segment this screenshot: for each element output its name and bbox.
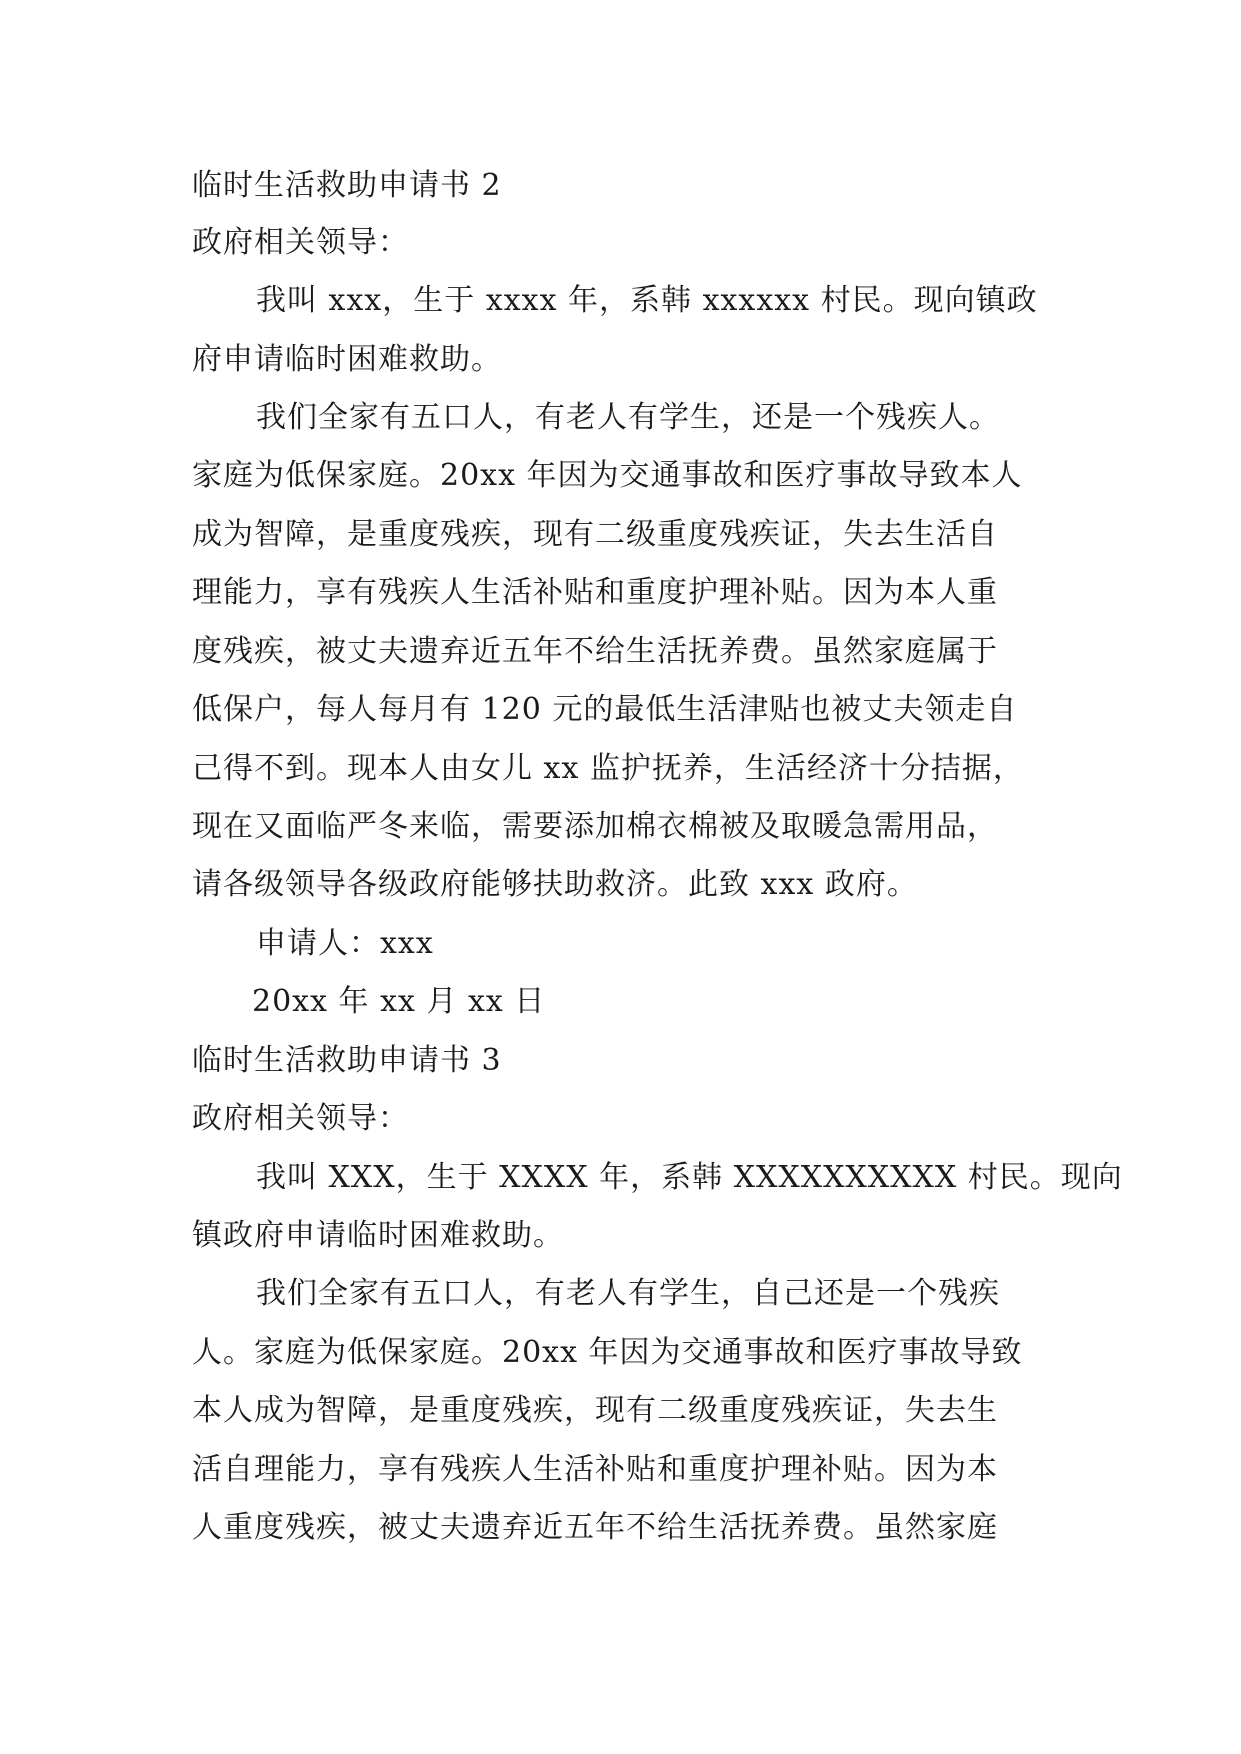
salutation: 政府相关领导： xyxy=(192,225,409,260)
paragraph-line: 请各级领导各级政府能够扶助救济。此致 xxx 政府。 xyxy=(192,867,918,902)
paragraph-line: 本人成为智障，是重度残疾，现有二级重度残疾证，失去生 xyxy=(192,1393,998,1428)
paragraph-line: 我叫 xxx，生于 xxxx 年，系韩 xxxxxx 村民。现向镇政 xyxy=(256,283,1038,318)
date-line: 20xx 年 xx 月 xx 日 xyxy=(252,984,546,1019)
paragraph-line: 理能力，享有残疾人生活补贴和重度护理补贴。因为本人重 xyxy=(192,575,998,610)
section-title: 临时生活救助申请书 2 xyxy=(192,168,502,203)
paragraph-line: 我们全家有五口人，有老人有学生，还是一个残疾人。 xyxy=(256,400,1000,435)
paragraph-line: 人。家庭为低保家庭。20xx 年因为交通事故和医疗事故导致 xyxy=(192,1335,1023,1370)
paragraph-line: 低保户，每人每月有 120 元的最低生活津贴也被丈夫领走自 xyxy=(192,692,1018,727)
paragraph-line: 度残疾，被丈夫遗弃近五年不给生活抚养费。虽然家庭属于 xyxy=(192,634,998,669)
paragraph-line: 家庭为低保家庭。20xx 年因为交通事故和医疗事故导致本人 xyxy=(192,458,1023,493)
paragraph-line: 府申请临时困难救助。 xyxy=(192,342,502,377)
paragraph-line: 人重度残疾，被丈夫遗弃近五年不给生活抚养费。虽然家庭 xyxy=(192,1510,998,1545)
applicant-line: 申请人：xxx xyxy=(256,926,434,961)
paragraph-line: 成为智障，是重度残疾，现有二级重度残疾证，失去生活自 xyxy=(192,517,998,552)
salutation: 政府相关领导： xyxy=(192,1101,409,1136)
paragraph-line: 镇政府申请临时困难救助。 xyxy=(192,1218,564,1253)
section-title: 临时生活救助申请书 3 xyxy=(192,1043,502,1078)
paragraph-line: 我叫 XXX，生于 XXXX 年，系韩 XXXXXXXXXX 村民。现向 xyxy=(256,1160,1123,1195)
paragraph-line: 活自理能力，享有残疾人生活补贴和重度护理补贴。因为本 xyxy=(192,1452,998,1487)
paragraph-line: 我们全家有五口人，有老人有学生，自己还是一个残疾 xyxy=(256,1276,1000,1311)
paragraph-line: 己得不到。现本人由女儿 xx 监护抚养，生活经济十分拮据， xyxy=(192,751,1024,786)
paragraph-line: 现在又面临严冬来临，需要添加棉衣棉被及取暖急需用品， xyxy=(192,809,998,844)
